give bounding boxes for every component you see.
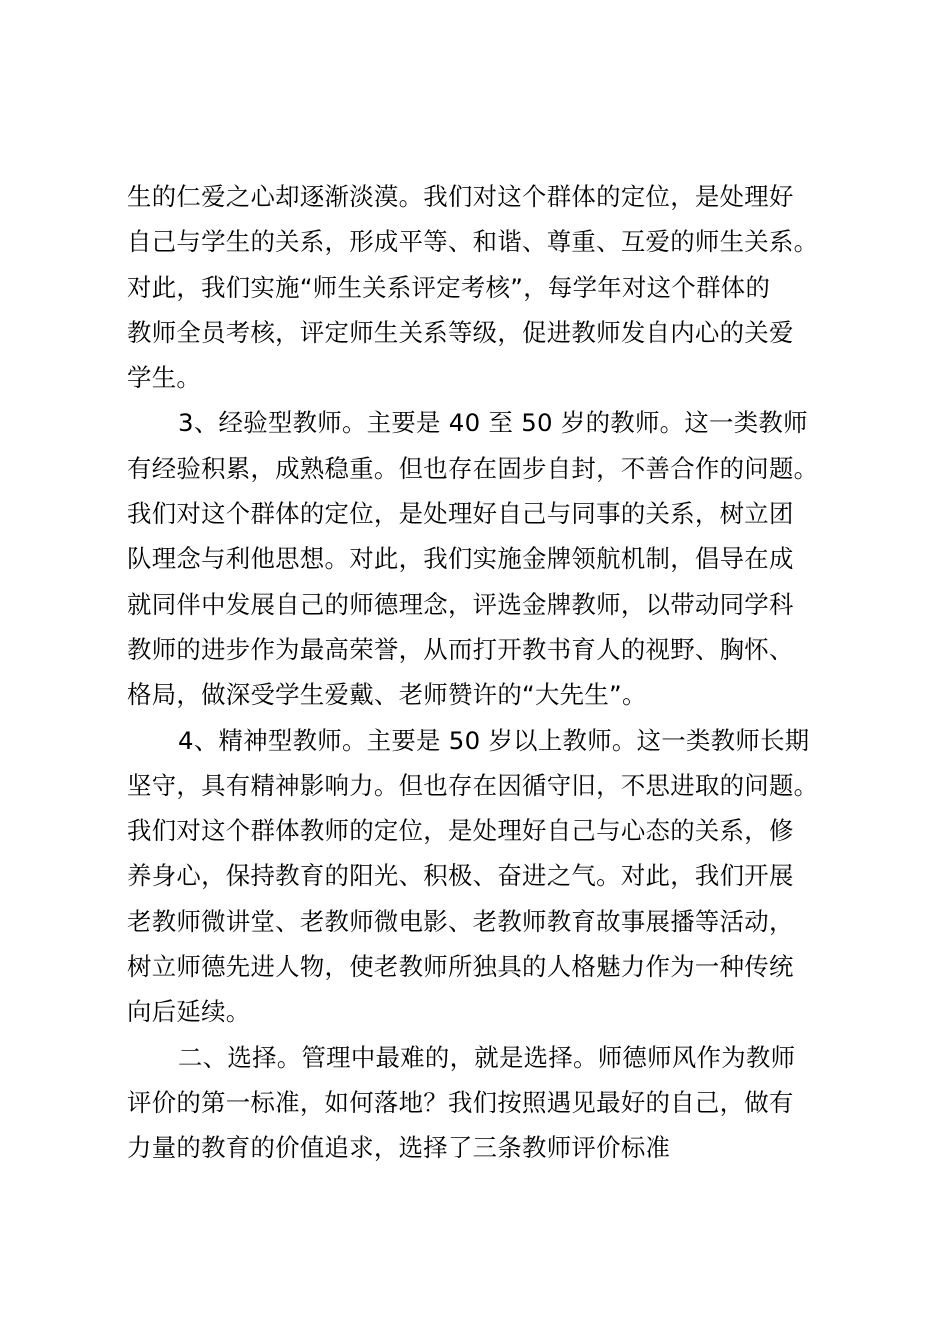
text-line: 向后延续。 bbox=[127, 997, 251, 1027]
paragraph-experienced-teachers bbox=[127, 400, 833, 717]
text-line: 学生。 bbox=[127, 363, 202, 393]
text-line: 树立师德先进人物，使老教师所独具的人格魅力作为一种传统 bbox=[127, 952, 794, 982]
text-line: 教师全员考核，评定师生关系等级，促进教师发自内心的关爱 bbox=[127, 317, 794, 347]
text-line: 就同伴中发展自己的师德理念，评选金牌教师，以带动同学科 bbox=[127, 589, 794, 619]
text-line: 格局，做深受学生爱戴、老师赞许的“大先生”。 bbox=[127, 680, 647, 710]
text-line: 4、精神型教师。主要是 50 岁以上教师。这一类教师长期 bbox=[178, 725, 810, 755]
text-line: 生的仁爱之心却逐渐淡漠。我们对这个群体的定位，是处理好 bbox=[127, 182, 794, 211]
document-body bbox=[127, 174, 833, 1171]
text-line: 评价的第一标准，如何落地？我们按照遇见最好的自己，做有 bbox=[127, 1087, 794, 1117]
paragraph-selection bbox=[127, 1035, 833, 1171]
text-line: 养身心，保持教育的阳光、积极、奋进之气。对此，我们开展 bbox=[127, 861, 794, 891]
text-line: 我们对这个群体教师的定位，是处理好自己与心态的关系，修 bbox=[127, 816, 794, 846]
text-line: 我们对这个群体的定位，是处理好自己与同事的关系，树立团 bbox=[127, 499, 794, 529]
paragraph-spiritual-teachers bbox=[127, 718, 833, 1035]
text-line: 力量的教育的价值追求，选择了三条教师评价标准 bbox=[127, 1133, 671, 1163]
text-line: 坚守，具有精神影响力。但也存在因循守旧，不思进取的问题。 bbox=[127, 770, 819, 800]
text-line: 有经验积累，成熟稳重。但也存在固步自封，不善合作的问题。 bbox=[127, 453, 819, 483]
text-line: 自己与学生的关系，形成平等、和谐、尊重、互爱的师生关系。 bbox=[127, 227, 819, 257]
text-line: 队理念与利他思想。对此，我们实施金牌领航机制，倡导在成 bbox=[127, 544, 794, 574]
text-line: 教师的进步作为最高荣誉，从而打开教书育人的视野、胸怀、 bbox=[127, 634, 794, 664]
text-line: 3、经验型教师。主要是 40 至 50 岁的教师。这一类教师 bbox=[178, 408, 808, 438]
text-line: 老教师微讲堂、老教师微电影、老教师教育故事展播等活动， bbox=[127, 906, 794, 936]
text-line: 对此，我们实施“师生关系评定考核”，每学年对这个群体的 bbox=[127, 272, 771, 302]
paragraph-continuation bbox=[127, 174, 833, 400]
text-line: 二、选择。管理中最难的，就是选择。师德师风作为教师 bbox=[178, 1042, 796, 1072]
